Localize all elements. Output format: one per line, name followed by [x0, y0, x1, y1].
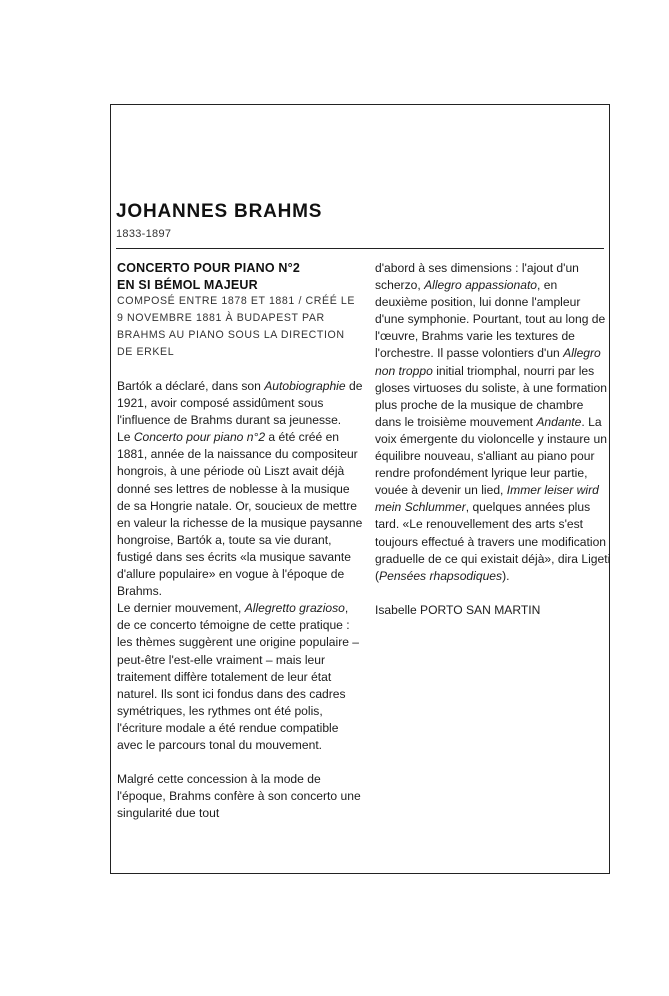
author-signature: Isabelle PORTO SAN MARTIN	[375, 602, 541, 617]
right-column	[375, 260, 611, 619]
work-info: COMPOSÉ ENTRE 1878 ET 1881 / CRÉÉ LE 9 NOVEMBRE 1881 À BUDAPEST PAR BRAHMS AU PIANO SOUS LA DIRECTION DE ERKEL	[117, 295, 356, 358]
paragraph-1: Bartók a déclaré, dans son Autobiographie de 1921, avoir composé assidûment sous l'influence de Brahms durant sa jeunesse.	[117, 379, 363, 428]
left-column	[117, 260, 363, 822]
paragraph-5: d'abord à ses dimensions : l'ajout d'un scherzo, Allegro appassionato, en deuxième position, lui donne l'ampleur d'une symphonie. Pourtant, tout au long de l'œuvre, Brahms varie les textures de l'orchestre. Il passe volontiers d'un Allegro non troppo initial triomphal, nourri par les gloses virtuoses du soliste, à une formation plus proche de la musique de chambre dans le troisième mouvement Andante. La voix émergente du violoncelle y instaure un équilibre nouveau, s'alliant au piano pour rendre profondément lyrique leur partie, vouée à devenir un lied, Immer leiser wird mein Schlummer, quelques années plus tard. «Le renouvellement des arts s'est toujours effectué à travers une modification graduelle de ce qui existait déjà», dira Ligeti (Pensées rhapsodiques).	[375, 261, 611, 583]
paragraph-4: Malgré cette concession à la mode de l'époque, Brahms confère à son concerto une singularité due tout	[117, 772, 361, 821]
paragraph-2: Le Concerto pour piano n°2 a été créé en 1881, année de la naissance du compositeur hongrois, à une période où Liszt avait déjà donné ses lettres de noblesse à la musique de sa Hongrie natale. Or, soucieux de mettre en valeur la richesse de la musique paysanne hongroise, Bartók a, toute sa vie durant, fustigé dans ses écrits «la musique savante d'allure populaire» en vogue à l'époque de Brahms.	[117, 430, 363, 599]
composer-name: JOHANNES BRAHMS	[116, 201, 323, 222]
header-divider	[116, 248, 604, 249]
composer-dates: 1833-1897	[116, 228, 172, 240]
paragraph-3: Le dernier mouvement, Allegretto grazioso, de ce concerto témoigne de cette pratique : les thèmes suggèrent une origine populaire – peut-être l'est-elle vraiment – mais leur traitement diffère totalement de leur état naturel. Ils sont ici fondus dans des cadres symétriques, les rythmes ont été polis, l'écriture modale a été rendue compatible avec le parcours tonal du mouvement.	[117, 601, 360, 752]
work-title	[117, 260, 363, 293]
work-title-line-1: CONCERTO POUR PIANO N°2	[117, 261, 300, 275]
work-title-line-2: EN SI BÉMOL MAJEUR	[117, 277, 258, 292]
